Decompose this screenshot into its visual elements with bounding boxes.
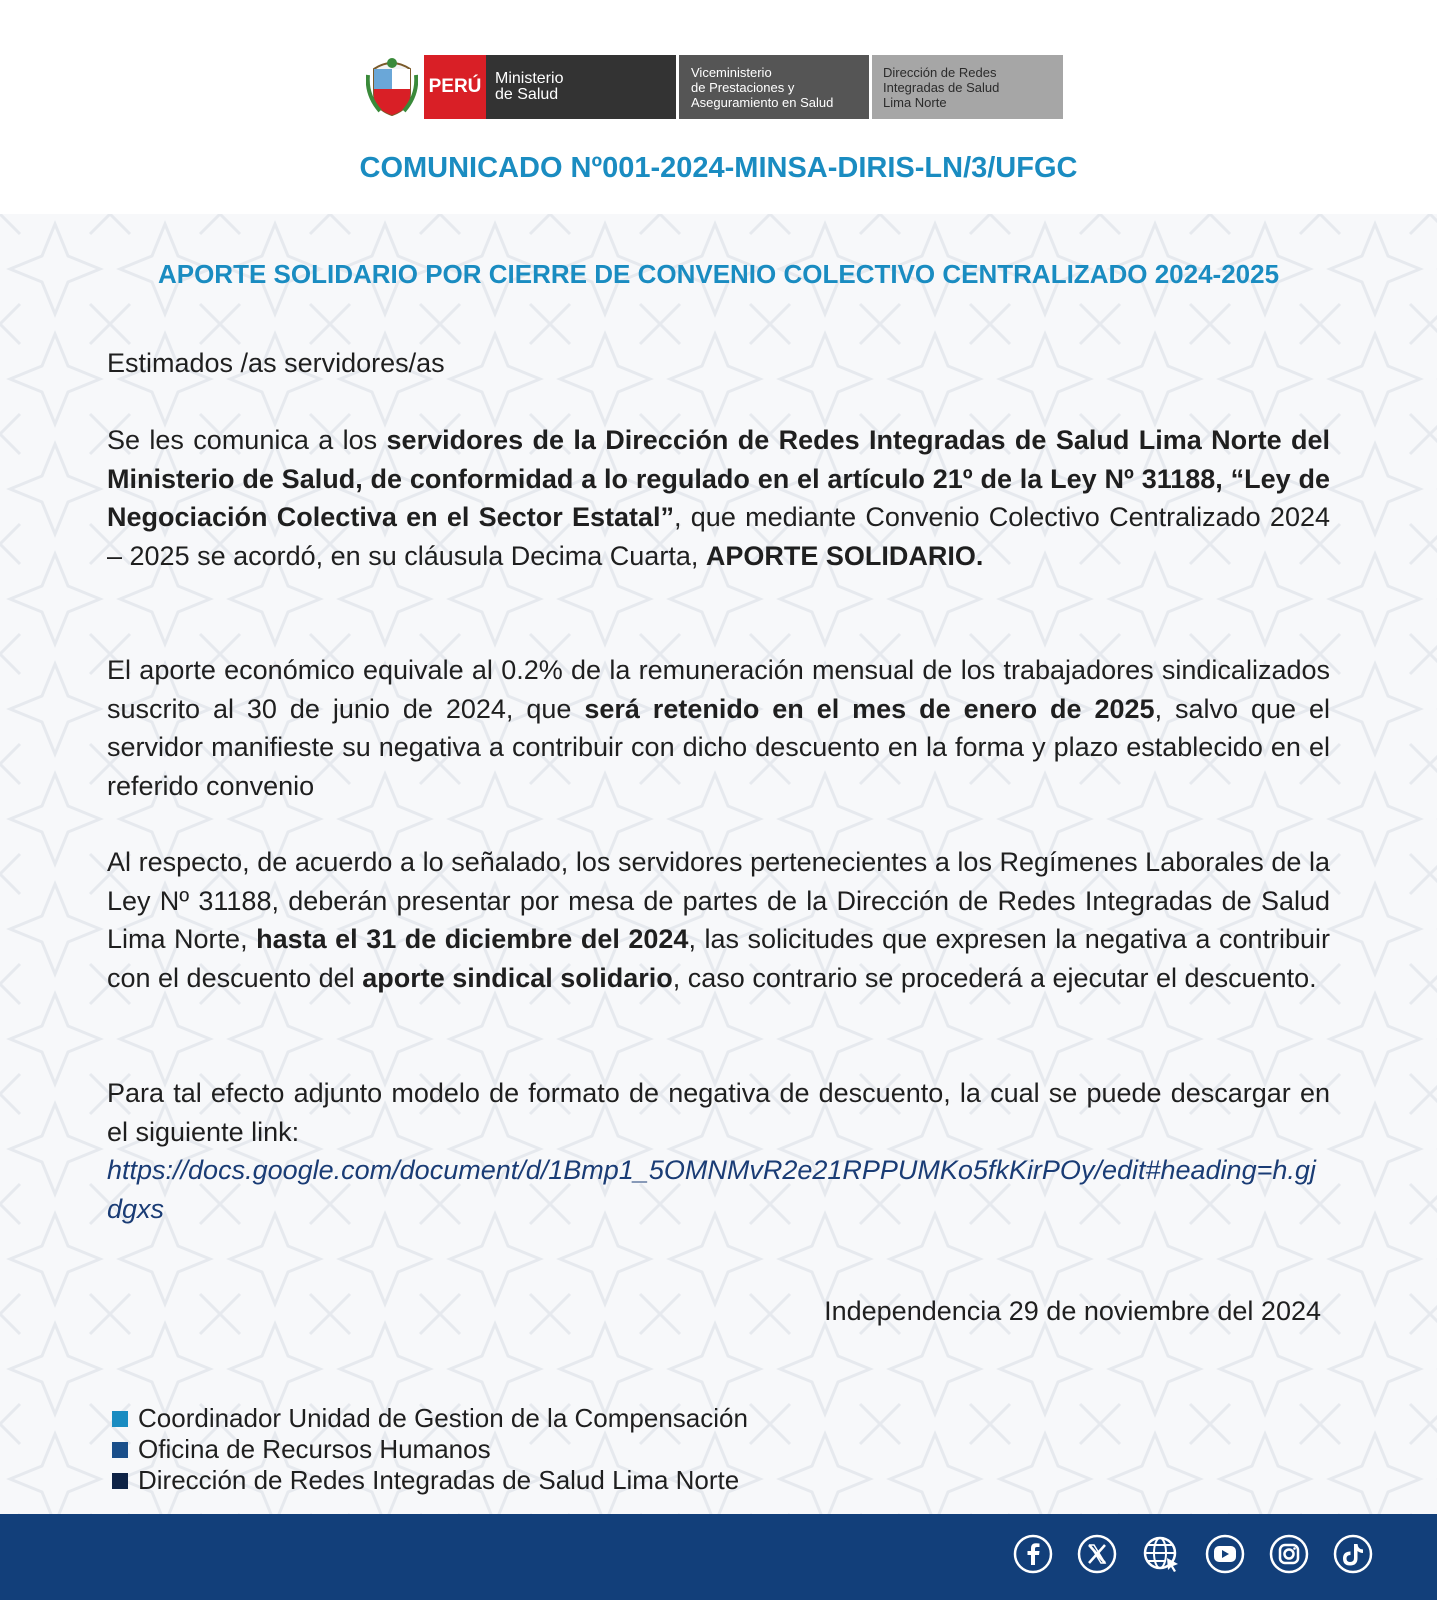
web-icon[interactable]: [1141, 1534, 1181, 1574]
facebook-icon[interactable]: [1013, 1534, 1053, 1574]
subtitle: APORTE SOLIDARIO POR CIERRE DE CONVENIO COLECTIVO CENTRALIZADO 2024-2025: [157, 259, 1280, 289]
paragraph-2: [107, 651, 1330, 805]
paragraph-1: [107, 421, 1330, 575]
vice-line1: Viceministerio: [691, 64, 772, 80]
footer-bar: [0, 1514, 1437, 1600]
vice-line2: de Prestaciones y: [691, 79, 795, 95]
signer-item: [112, 1403, 748, 1434]
p3-text-c: , las solicitudes que expresen la negativa a contribuir con el descuento del: [107, 924, 1330, 993]
ministerio-line2: de Salud: [495, 86, 559, 103]
paragraph-4: [107, 1074, 1330, 1228]
x-icon[interactable]: [1077, 1534, 1117, 1574]
viceministerio-logo: [679, 55, 869, 119]
header: [0, 0, 1437, 214]
signer-label: Dirección de Redes Integradas de Salud Lima Norte: [138, 1465, 740, 1495]
diris-logo: [872, 55, 1063, 119]
date-line: Independencia 29 de noviembre del 2024: [824, 1296, 1321, 1326]
social-links: [1013, 1534, 1373, 1574]
p3-text-e: , caso contrario se procederá a ejecutar el descuento.: [672, 962, 1317, 993]
p1-text-a: Se les comunica a los: [107, 425, 387, 455]
bullet-square-icon: [112, 1442, 128, 1458]
signer-item: [112, 1434, 748, 1465]
signer-item: [112, 1465, 748, 1496]
p1-text-c: , que mediante Convenio Colectivo Centralizado 2024 – 2025 se acordó, en su cláusula Decima Cuarta,: [107, 502, 1330, 571]
p3-text-a: Al respecto, de acuerdo a lo señalado, los servidores pertenecientes a los Regímenes Laborales de la Ley Nº 31188, deberán presentar por mesa de partes de la Dirección de Redes Integradas de Salud Lima Norte,: [107, 847, 1330, 954]
instagram-icon[interactable]: [1269, 1534, 1309, 1574]
diris-line2: Integradas de Salud: [883, 79, 1000, 95]
p2-text-a: El aporte económico equivale al 0.2% de la remuneración mensual de los trabajadores sindicalizados suscrito al 30 de junio de 2024, que: [107, 655, 1330, 724]
signer-label: Coordinador Unidad de Gestion de la Compensación: [138, 1403, 748, 1433]
diris-line3: Lima Norte: [883, 94, 947, 110]
tiktok-icon[interactable]: [1333, 1534, 1373, 1574]
institution-logos: [366, 55, 1063, 119]
download-link[interactable]: https://docs.google.com/document/d/1Bmp1_5OMNMvR2e21RPPUMKo5fkKirPOy/edit#heading=h.gjdgxs: [107, 1155, 1316, 1224]
signers-list: [112, 1403, 748, 1496]
p3-bold-b: hasta el 31 de diciembre del 2024: [256, 924, 689, 954]
peru-label: PERÚ: [424, 55, 486, 119]
bullet-square-icon: [112, 1473, 128, 1489]
p4-text-a: Para tal efecto adjunto modelo de formato de negativa de descuento, la cual se puede descargar en el siguiente link:: [107, 1078, 1330, 1147]
p2-bold-b: será retenido en el mes de enero de 2025: [584, 693, 1155, 724]
signer-label: Oficina de Recursos Humanos: [138, 1434, 491, 1464]
p1-bold-b: servidores de la Dirección de Redes Integradas de Salud Lima Norte del Ministerio de Salud, de conformidad a lo regulado en el artículo 21º de la Ley Nº 31188, “Ley de Negociación Colectiva en el Sector Estatal”: [107, 425, 1331, 532]
diris-line1: Dirección de Redes: [883, 64, 997, 80]
paragraph-3: [107, 843, 1330, 997]
ministerio-logo: [486, 55, 676, 119]
p1-bold-d: APORTE SOLIDARIO.: [705, 540, 984, 571]
p2-text-c: , salvo que el servidor manifieste su negativa a contribuir con dicho descuento en la forma y plazo establecido en el referido convenio: [107, 693, 1330, 801]
greeting: Estimados /as servidores/as: [107, 348, 445, 378]
youtube-icon[interactable]: [1205, 1534, 1245, 1574]
ministerio-line1: Ministerio: [495, 70, 564, 87]
coat-of-arms-icon: [366, 55, 418, 119]
bullet-square-icon: [112, 1411, 128, 1427]
comunicado-title: COMUNICADO Nº001-2024-MINSA-DIRIS-LN/3/UFGC: [359, 152, 1078, 184]
p3-bold-d: aporte sindical solidario: [362, 962, 673, 993]
vice-line3: Aseguramiento en Salud: [691, 94, 834, 110]
